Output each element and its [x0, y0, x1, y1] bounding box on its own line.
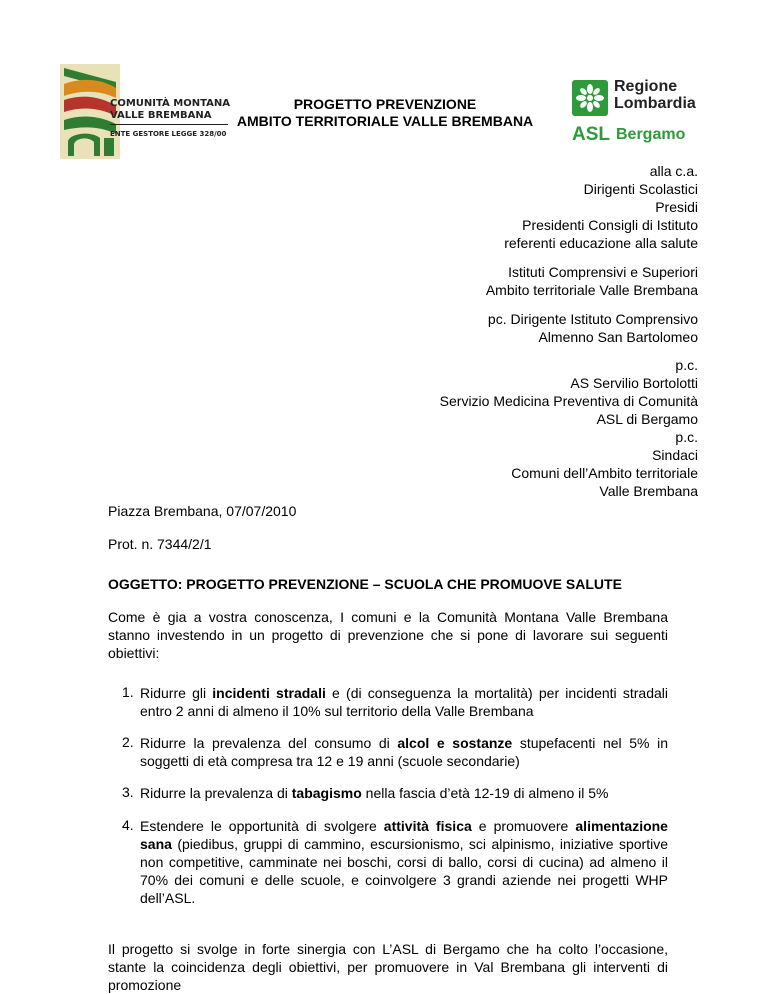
objective-text: Ridurre la prevalenza del consumo di alcol e sostanze stupefacenti nel 5% in soggetti di età compresa tra 12 e 19 anni (scuole secondarie) [140, 735, 668, 769]
addressee-line: Valle Brembana [599, 483, 698, 499]
addressee-line: Ambito territoriale Valle Brembana [485, 282, 698, 298]
objective-number: 2. [122, 734, 134, 750]
addressee-line: ASL di Bergamo [596, 411, 698, 427]
comunita-montana-logo [60, 64, 230, 159]
asl-label: ASL [572, 124, 610, 145]
addressee-line: Servizio Medicina Preventiva di Comunità [439, 393, 698, 409]
addressee-line: Istituti Comprensivi e Superiori [508, 264, 698, 280]
title-line-2: AMBITO TERRITORIALE VALLE BREMBANA [236, 113, 534, 129]
addressee-line: Presidenti Consigli di Istituto [522, 217, 698, 233]
title-line-1: PROGETTO PREVENZIONE [293, 96, 477, 112]
addressee-line: AS Servilio Bortolotti [570, 375, 698, 391]
logo-line-1: COMUNITÀ MONTANA [110, 98, 230, 109]
addressee-line: Sindaci [652, 447, 698, 463]
subject-line: OGGETTO: PROGETTO PREVENZIONE – SCUOLA CHE PROMUOVE SALUTE [108, 576, 622, 592]
addressee-line: p.c. [675, 357, 698, 373]
addressee-block-4 [440, 356, 698, 500]
addressee-line: Comuni dell’Ambito territoriale [511, 465, 698, 481]
addressee-line: pc. Dirigente Istituto Comprensivo [487, 311, 698, 327]
protocol-number: Prot. n. 7344/2/1 [108, 536, 212, 552]
intro-paragraph: Come è gia a vostra conoscenza, I comuni e la Comunità Montana Valle Brembana stanno investendo in un progetto di prevenzione che si pone di lavorare sui seguenti obiettivi: [108, 609, 668, 661]
logo-line-2: VALLE BREMBANA [110, 110, 212, 121]
addressee-line: Almenno San Bartolomeo [538, 329, 698, 345]
bergamo-label: Bergamo [616, 126, 686, 143]
addressee-line: referenti educazione alla salute [504, 235, 698, 251]
objective-text: Ridurre la prevalenza di tabagismo nella fascia d’età 12-19 di almeno il 5% [140, 785, 609, 801]
place-date: Piazza Brembana, 07/07/2010 [108, 503, 297, 519]
addressee-line: Presidi [655, 199, 698, 215]
objective-text: Ridurre gli incidenti stradali e (di conseguenza la mortalità) per incidenti stradali entro 2 anni di almeno il 10% sul territorio della Valle Brembana [140, 685, 668, 719]
document-header-title [230, 96, 540, 130]
addressee-line: alla c.a. [649, 163, 698, 179]
addressee-block-1 [504, 162, 698, 252]
objective-number: 3. [122, 784, 134, 800]
closing-paragraph: Il progetto si svolge in forte sinergia con L’ASL di Bergamo che ha colto l’occasione, stante la coincidenza degli obiettivi, per promuovere in Val Brembana gli interventi di promozione [108, 941, 668, 993]
addressee-block-2 [486, 263, 698, 299]
addressee-line: Dirigenti Scolastici [583, 181, 698, 197]
logo-line-3: ENTE GESTORE LEGGE 328/00 [110, 130, 227, 138]
addressee-block-3 [488, 310, 698, 346]
objective-text: Estendere le opportunità di svolgere attività fisica e promuovere alimentazione sana (piedibus, gruppi di cammino, escursionismo, sci alpinismo, iniziative sportive non competitive, camminate nei boschi, corsi di ballo, corsi di cucina) ad almeno il 70% dei comuni e delle scuole, e coinvolgere 3 grandi aziende nei progetti WHP dell’ASL. [140, 818, 668, 906]
addressee-line: p.c. [675, 429, 698, 445]
objective-number: 1. [122, 684, 134, 700]
lombardia-rose-icon [572, 80, 608, 116]
lombardia-label: Lombardia [614, 95, 696, 112]
regione-label: Regione [614, 78, 678, 95]
regione-lombardia-logo [572, 78, 712, 148]
logo-divider [110, 124, 228, 125]
objective-number: 4. [122, 817, 134, 833]
